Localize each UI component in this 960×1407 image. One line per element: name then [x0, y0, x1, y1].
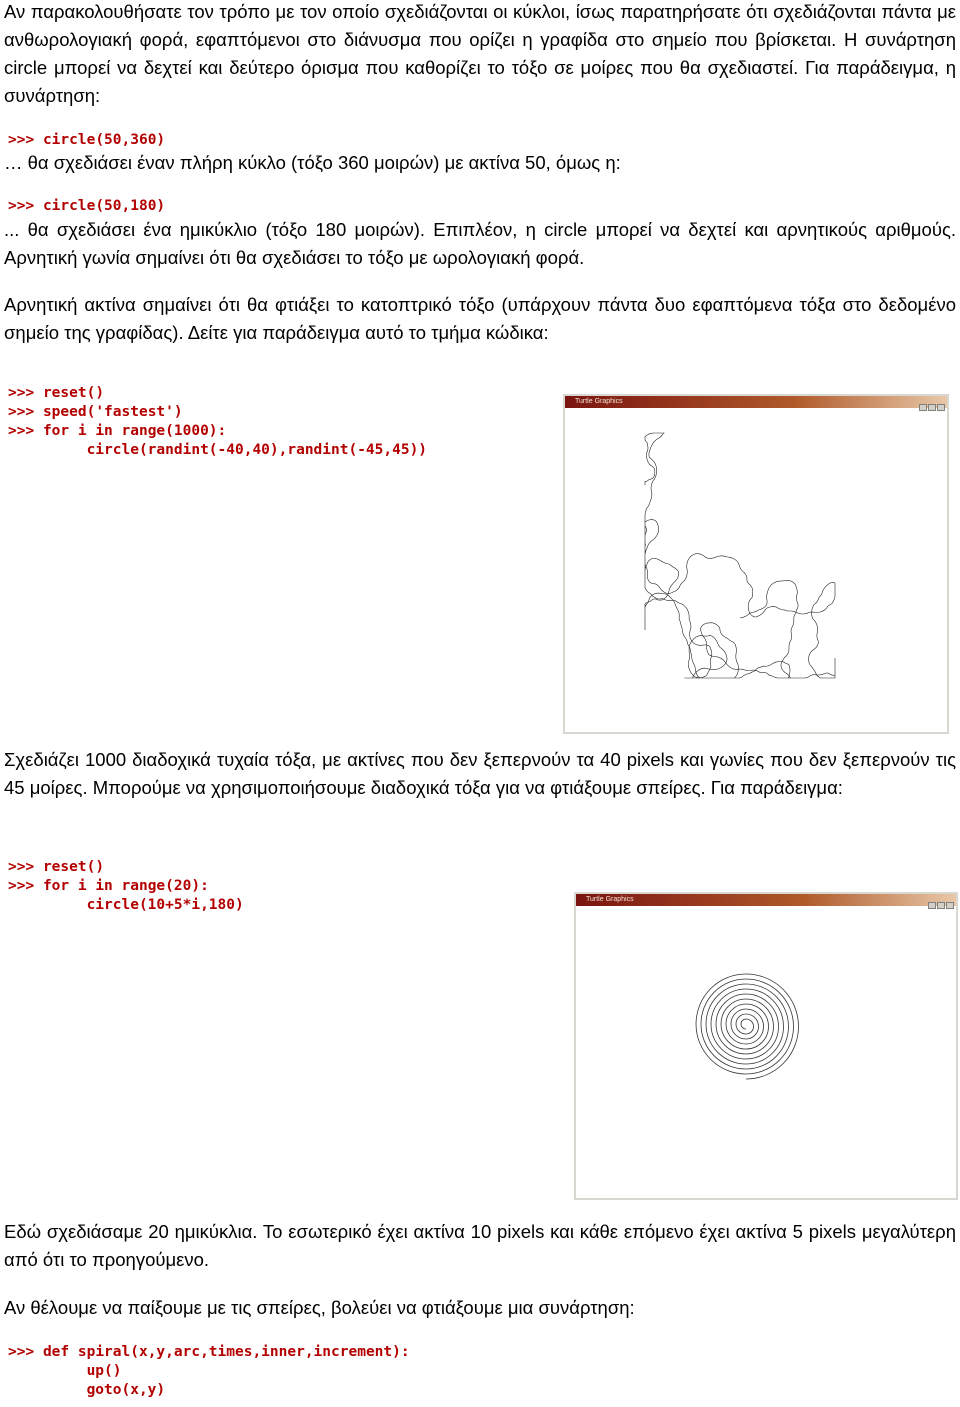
- circle-360-explanation: … θα σχεδιάσει έναν πλήρη κύκλο (τόξο 360 μοιρών) με ακτίνα 50, όμως η:: [4, 152, 621, 173]
- maximize-icon[interactable]: [928, 404, 936, 411]
- close-icon[interactable]: [946, 902, 954, 909]
- turtle-window-random: [563, 394, 949, 734]
- code-block-spiral: [8, 858, 244, 915]
- minimize-icon[interactable]: [919, 404, 927, 411]
- prompt: >>>: [8, 423, 35, 439]
- turtle-window-spiral: [574, 892, 958, 1200]
- prompt: >>>: [8, 132, 35, 148]
- spiral-drawing: [576, 906, 956, 1198]
- prompt: >>>: [8, 385, 35, 401]
- window-controls: [918, 398, 945, 416]
- code-line: speed('fastest'): [42, 404, 183, 420]
- window-title: Turtle Graphics: [575, 398, 623, 405]
- window-titlebar: [576, 894, 956, 906]
- negative-radius-paragraph: Αρνητική ακτίνα σημαίνει ότι θα φτιάξει το κατοπτρικό τόξο (υπάρχουν πάντα δυο εφαπτόμενα τόξα στο δεδομένο σημείο της γραφίδας). Δείτε για παράδειγμα αυτό το τμήμα κώδικα:: [4, 294, 956, 343]
- code-line: reset(): [42, 385, 105, 401]
- prompt: >>>: [8, 1344, 35, 1360]
- function-intro-line: Αν θέλουμε να παίξουμε με τις σπείρες, βολεύει να φτιάξουμε μια συνάρτηση:: [4, 1297, 635, 1318]
- maximize-icon[interactable]: [937, 902, 945, 909]
- code-line: circle(10+5*i,180): [86, 897, 244, 913]
- code-block-spiral-function: [8, 1343, 410, 1400]
- spiral-path: [696, 974, 798, 1079]
- code-line: goto(x,y): [86, 1382, 166, 1398]
- window-titlebar: [565, 396, 947, 408]
- window-controls: [927, 896, 954, 914]
- code-line: circle(randint(-40,40),randint(-45,45)): [86, 442, 428, 458]
- code-example-circle-180: [8, 197, 165, 216]
- code-line: circle(50,180): [42, 198, 166, 214]
- window-title: Turtle Graphics: [586, 896, 634, 903]
- prompt: >>>: [8, 859, 35, 875]
- prompt: >>>: [8, 198, 35, 214]
- code-example-circle-360: [8, 131, 165, 150]
- code-line: up(): [86, 1363, 122, 1379]
- code-line: def spiral(x,y,arc,times,inner,increment):: [42, 1344, 410, 1360]
- spiral-explanation-paragraph: Εδώ σχεδιάσαμε 20 ημικύκλια. Το εσωτερικό έχει ακτίνα 10 pixels και κάθε επόμενο έχει ακτίνα 5 pixels μεγαλύτερη από ότι το προηγούμενο.: [4, 1221, 956, 1270]
- code-line: circle(50,360): [42, 132, 166, 148]
- close-icon[interactable]: [937, 404, 945, 411]
- code-line: for i in range(20):: [42, 878, 209, 894]
- code-block-random-arcs: [8, 384, 427, 460]
- random-arcs-path: [645, 433, 835, 678]
- prompt: >>>: [8, 404, 35, 420]
- prompt: >>>: [8, 878, 35, 894]
- semicircle-paragraph: ... θα σχεδιάσει ένα ημικύκλιο (τόξο 180 μοιρών). Επιπλέον, η circle μπορεί να δεχτεί και αρνητικούς αριθμούς. Αρνητική γωνία σημαίνει ότι θα σχεδιάσει το τόξο με ωρολογιακή φορά.: [4, 219, 956, 268]
- code-line: for i in range(1000):: [42, 423, 227, 439]
- intro-paragraph: Αν παρακολουθήσατε τον τρόπο με τον οποίο σχεδιάζονται οι κύκλοι, ίσως παρατηρήσατε ότι σχεδιάζονται πάντα με ανθωρολογιακή φορά, εφαπτόμενοι στο διάνυσμα που ορίζει η γραφίδα στο σημείο που βρίσκεται. Η συνάρτηση circle μπορεί να δεχτεί και δεύτερο όρισμα που καθορίζει το τόξο σε μοίρες που θα σχεδιαστεί. Για παράδειγμα, η συνάρτηση:: [4, 1, 956, 106]
- random-arcs-paragraph: Σχεδιάζει 1000 διαδοχικά τυχαία τόξα, με ακτίνες που δεν ξεπερνούν τα 40 pixels και γωνίες που δεν ξεπερνούν τις 45 μοίρες. Μπορούμε να χρησιμοποιήσουμε διαδοχικά τόξα για να φτιάξουμε σπείρες. Για παράδειγμα:: [4, 749, 956, 798]
- minimize-icon[interactable]: [928, 902, 936, 909]
- code-line: reset(): [42, 859, 105, 875]
- random-arcs-drawing: [565, 408, 947, 732]
